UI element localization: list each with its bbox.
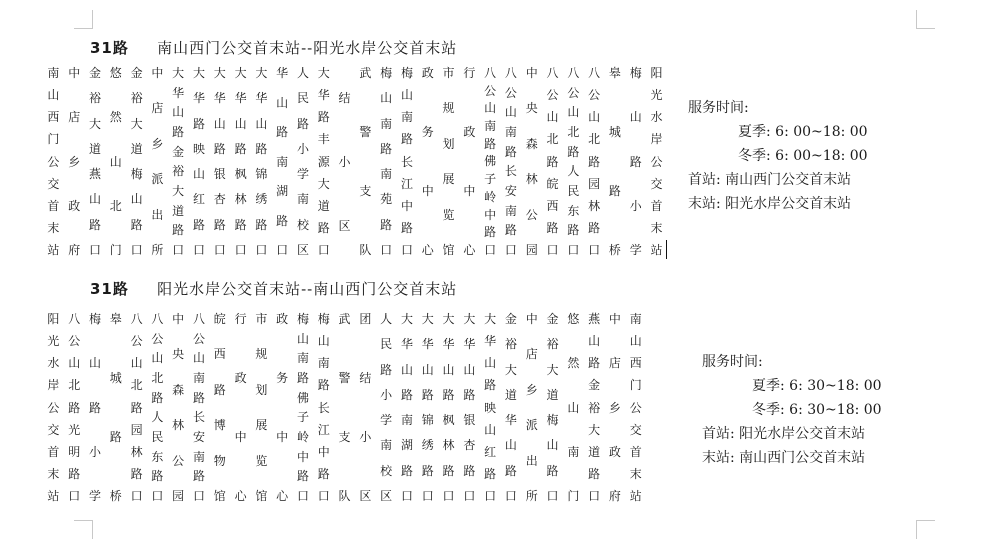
stop-name: 中 央 森 林 公 园	[525, 66, 538, 257]
stop-name: 阳 光 水 岸 公 交 首 末 站	[650, 66, 663, 257]
service-info	[702, 350, 882, 470]
stop-name: 八 公 山 南 路 长 安 南 路 口	[192, 312, 205, 503]
stop-name: 武 警 支 队	[338, 312, 351, 503]
stop-name: 梅 山 路 小 学	[629, 66, 642, 257]
stop-name: 中 店 乡 派 出 所	[525, 312, 538, 503]
route-number: 31路	[90, 39, 129, 57]
route-direction: 阳光水岸公交首末站--南山西门公交首末站	[157, 280, 458, 298]
stop-name: 金 裕 大 道 华 山 路 口	[504, 312, 517, 503]
summer-hours: 夏季: 6: 30~18: 00	[752, 378, 882, 394]
last-stop: 末站: 南山西门公交首末站	[702, 450, 866, 466]
service-info	[688, 96, 868, 216]
stop-name: 华 山 路 南 湖 路 口	[276, 66, 289, 257]
stop-name: 八 公 山 北 路 园 林 路 口	[588, 66, 601, 257]
stop-name: 人 民 路 小 学 南 校 区	[296, 66, 309, 257]
stop-name: 八 公 山 北 路 皖 西 路 口	[546, 66, 559, 257]
route-direction: 南山西门公交首末站--阳光水岸公交首末站	[157, 39, 458, 57]
page-corner-mark	[916, 10, 935, 29]
stop-name: 梅 山 南 路 长 江 中 路 口	[317, 312, 330, 503]
stop-name: 阳 光 水 岸 公 交 首 末 站	[47, 312, 60, 503]
stop-name: 南 山 西 门 公 交 首 末 站	[629, 312, 642, 503]
stop-name: 大 华 山 路 银 杏 路 口	[213, 66, 226, 257]
first-stop: 首站: 南山西门公交首末站	[688, 172, 852, 188]
stop-name: 梅 山 路 小 学	[88, 312, 101, 503]
stop-name: 行 政 中 心	[234, 312, 247, 503]
stop-name: 大 华 路 丰 源 大 道 路 口	[317, 66, 330, 257]
stop-name: 大 华 山 路 枫 林 路 口	[234, 66, 247, 257]
stop-name: 大 华 山 路 锦 绣 路 口	[255, 66, 268, 257]
stop-name: 梅 山 南 路 佛 子 岭 中 路 口	[296, 312, 309, 503]
stop-name: 团 结 小 区	[359, 312, 372, 503]
stop-name: 结 小 区	[338, 90, 351, 233]
stop-name: 梅 山 南 路 南 苑 路 口	[380, 66, 393, 257]
stop-name: 南 山 西 门 公 交 首 末 站	[47, 66, 60, 257]
stop-name: 悠 然 山 北 门	[109, 66, 122, 257]
stop-name: 大 华 路 映 山 红 路 口	[192, 66, 205, 257]
stop-list	[43, 312, 646, 504]
stop-name: 八 公 山 北 路 人 民 东 路 口	[151, 312, 164, 503]
page-corner-mark	[916, 520, 935, 539]
stop-name: 八 公 山 北 路 人 民 东 路 口	[567, 66, 580, 257]
stop-name: 八 公 山 北 路 光 明 路 口	[68, 312, 81, 503]
stop-name: 大 华 山 路 映 山 红 路 口	[484, 312, 497, 503]
last-stop: 末站: 阳光水岸公交首末站	[688, 196, 852, 212]
page-corner-mark	[74, 10, 93, 29]
stop-name: 大 华 山 路 银 杏 路 口	[463, 312, 476, 503]
stop-list	[43, 66, 667, 258]
route-number: 31路	[90, 280, 129, 298]
stop-name: 武 警 支 队	[359, 66, 372, 257]
stop-name: 金 裕 大 道 梅 山 路 口	[130, 66, 143, 257]
stop-name: 八 公 山 南 路 长 安 南 路 口	[504, 66, 517, 257]
stop-name: 大 华 山 路 南 湖 路 口	[400, 312, 413, 503]
stop-name: 金 裕 大 道 燕 山 路 口	[88, 66, 101, 257]
stop-name: 皖 西 路 博 物 馆	[213, 312, 226, 503]
stop-name: 大 华 山 路 金 裕 大 道 路 口	[172, 66, 185, 257]
stop-name: 皋 城 路 桥	[109, 312, 122, 503]
stop-name: 中 店 乡 政 府	[68, 66, 81, 257]
summer-hours: 夏季: 6: 00~18: 00	[738, 124, 868, 140]
service-heading: 服务时间:	[702, 354, 763, 370]
stop-name: 市 规 划 展 览 馆	[255, 312, 268, 503]
winter-hours: 冬季: 6: 30~18: 00	[752, 402, 882, 418]
route-title	[90, 278, 457, 299]
stop-name: 梅 山 南 路 长 江 中 路 口	[400, 66, 413, 257]
page-corner-mark	[74, 520, 93, 539]
stop-name: 八 公 山 北 路 园 林 路 口	[130, 312, 143, 503]
winter-hours: 冬季: 6: 00~18: 00	[738, 148, 868, 164]
stop-name: 大 华 山 路 锦 绣 路 口	[421, 312, 434, 503]
stop-name: 中 店 乡 政 府	[608, 312, 621, 503]
route-title	[90, 37, 457, 58]
stop-name: 中 店 乡 派 出 所	[151, 66, 164, 257]
stop-name: 金 裕 大 道 梅 山 路 口	[546, 312, 559, 503]
stop-name: 皋 城 路 桥	[608, 66, 621, 257]
stop-name: 政 务 中 心	[421, 66, 434, 257]
service-heading: 服务时间:	[688, 100, 749, 116]
first-stop: 首站: 阳光水岸公交首末站	[702, 426, 866, 442]
stop-name: 燕 山 路 金 裕 大 道 路 口	[588, 312, 601, 503]
stop-name: 八 公 山 南 路 佛 子 岭 中 路 口	[484, 66, 497, 257]
stop-name: 政 务 中 心	[276, 312, 289, 503]
stop-name: 人 民 路 小 学 南 校 区	[380, 312, 393, 503]
stop-name: 大 华 山 路 枫 林 路 口	[442, 312, 455, 503]
stop-name: 悠 然 山 南 门	[567, 312, 580, 503]
stop-name: 市 规 划 展 览 馆	[442, 66, 455, 257]
stop-name: 行 政 中 心	[463, 66, 476, 257]
stop-name: 中 央 森 林 公 园	[172, 312, 185, 503]
